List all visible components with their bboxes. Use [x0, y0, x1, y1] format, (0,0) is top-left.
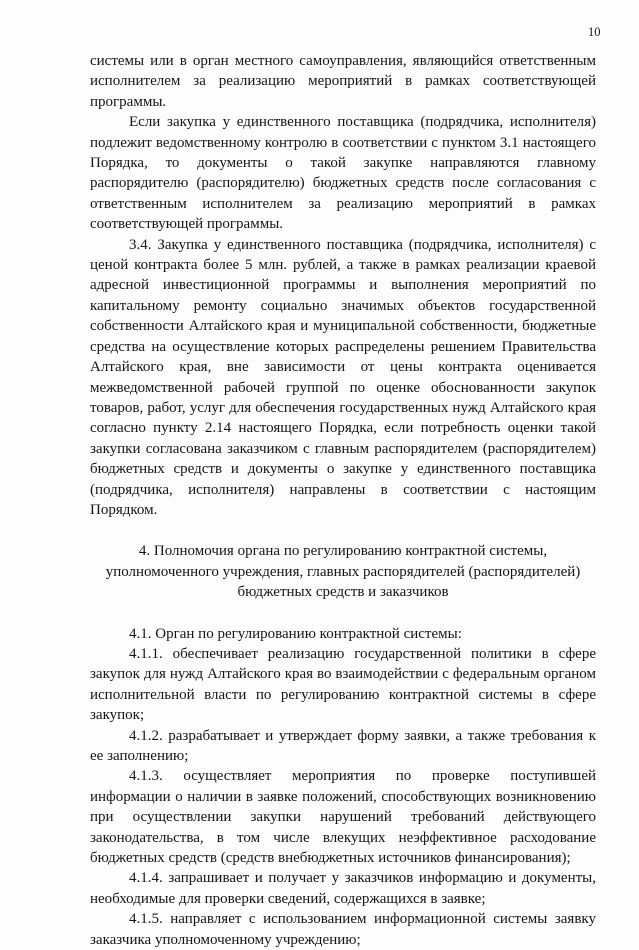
section-4-heading-line1: 4. Полномочия органа по регулированию контрактной системы,: [138, 543, 548, 560]
paragraph-4-1-1: 4.1.1. обеспечивает реализацию государственной политики в сфере закупок для нужд Алтайского края во взаимодействии с федеральным органом исполнительной власти по регулированию контрактной системы в сфере закупок;: [90, 645, 596, 724]
paragraph-3-4: 3.4. Закупка у единственного поставщика (подрядчика, исполнителя) с ценой контракта более 5 млн. рублей, а также в рамках реализации краевой адресной инвестиционной программы и выполнения мероприятий по капитальному ремонту социально значимых объектов государственной собственности Алтайского края и муниципальной собственности, бюджетные средства на осуществление которых распределены решением Правительства Алтайского края, вне зависимости от цены контракта оценивается межведомственной рабочей группой по оценке обоснованности закупок товаров, работ, услуг для обеспечения государственных нужд Алтайского края согласно пункту 2.14 настоящего Порядка, если потребность оценки такой закупки согласована заказчиком с главным распорядителем (распорядителем) бюджетных средств и документы о закупке у единственного поставщика (подрядчика, исполнителя) направлены в соответствии с настоящим Порядком.: [90, 236, 596, 518]
paragraph-4-1: 4.1. Орган по регулированию контрактной системы:: [129, 625, 462, 642]
section-4-heading: [90, 541, 596, 602]
page-number: 10: [588, 25, 601, 39]
paragraph-4-1-4: 4.1.4. запрашивает и получает у заказчиков информацию и документы, необходимые для проверки сведений, содержащихся в заявке;: [90, 870, 596, 907]
section-4-heading-line3: бюджетных средств и заказчиков: [237, 584, 449, 601]
paragraph-department-control: Если закупка у единственного поставщика (подрядчика, исполнителя) подлежит ведомственному контролю в соответствии с пунктом 3.1 настоящего Порядка, то документы о такой закупке направляются главному распорядителю (распорядителю) бюджетных средств после согласования с ответственным исполнителем за реализацию мероприятий в рамках соответствующей программы.: [90, 114, 596, 233]
paragraph-4-1-3: 4.1.3. осуществляет мероприятия по проверке поступившей информации о наличии в заявке положений, способствующих возникновению при осуществлении закупки нарушений требований действующего законодательства, в том числе влекущих неэффективное расходование бюджетных средств (средств внебюджетных источников финансирования);: [90, 768, 596, 867]
paragraph-4-1-2: 4.1.2. разрабатывает и утверждает форму заявки, а также требования к ее заполнению;: [90, 727, 596, 764]
paragraph-continuation: системы или в орган местного самоуправления, являющийся ответственным исполнителем за реализацию мероприятий в рамках соответствующей программы.: [90, 53, 596, 110]
section-4-heading-line2: уполномоченного учреждения, главных распорядителей (распорядителей): [105, 563, 581, 580]
document-body: [90, 51, 596, 950]
paragraph-4-1-5: 4.1.5. направляет с использованием информационной системы заявку заказчика уполномоченному учреждению;: [90, 911, 596, 948]
